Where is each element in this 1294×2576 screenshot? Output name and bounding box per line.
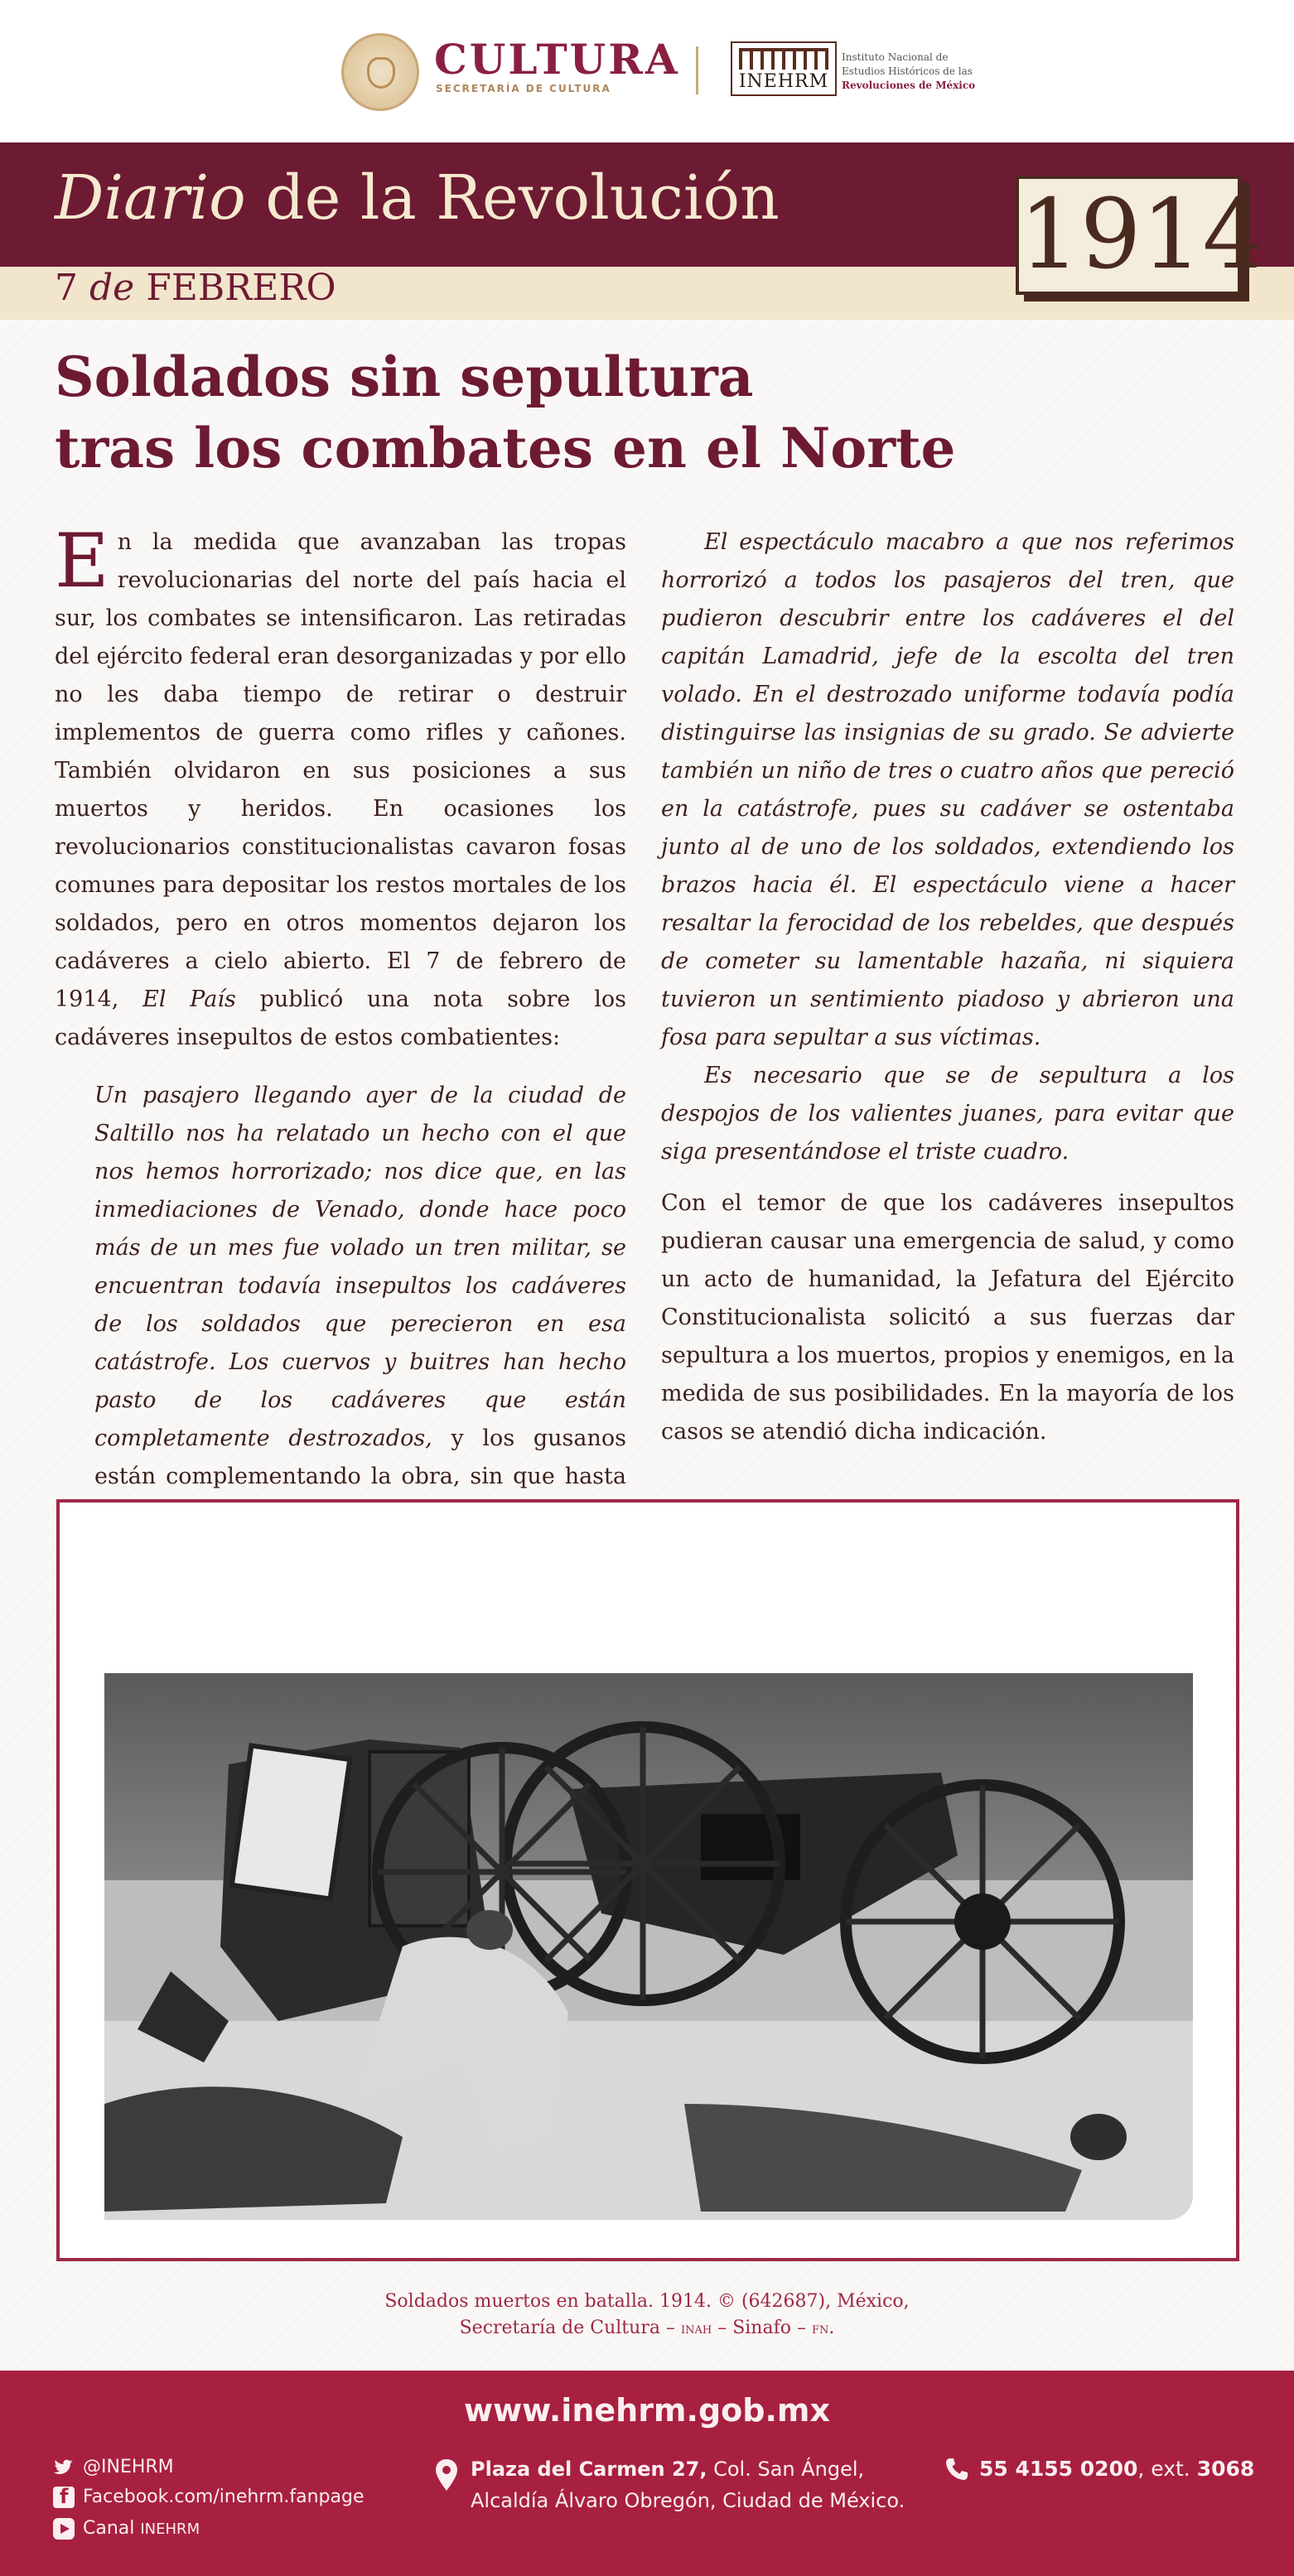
photo-caption	[0, 2289, 1294, 2342]
caption-inah: inah	[680, 2319, 712, 2337]
twitter-link[interactable]	[53, 2457, 174, 2478]
youtube-channel-name: INEHRM	[140, 2521, 200, 2538]
article-left-column	[55, 518, 627, 1648]
issue-date	[55, 267, 336, 309]
date-month: FEBRERO	[146, 267, 336, 309]
phone-ext-number: 3068	[1196, 2457, 1255, 2481]
youtube-icon	[53, 2518, 75, 2540]
mexico-seal-icon	[341, 33, 419, 111]
cultura-wordmark: CULTURA	[434, 35, 680, 84]
historical-photo	[104, 1673, 1193, 2220]
location-pin-icon	[434, 2458, 459, 2492]
closing-paragraph: Con el temor de que los cadáveres insepultos pudieran causar una emergencia de salud, y como un acto de humanidad, la Jefatura del Ejército Constitucionalista solicitó a sus fuerzas dar sepultura a los muertos, propios y enemigos, en la medida de sus posibilidades. En la mayoría de los casos se atendió dicha indicación.	[661, 1190, 1234, 1445]
address-street: Plaza del Carmen 27,	[471, 2458, 707, 2481]
address-colonia: Col. San Ángel,	[707, 2458, 865, 2481]
facebook-icon	[53, 2487, 75, 2508]
quote-continuation-1: El espectáculo macabro a que nos referimos horrorizó a todos los pasajeros del tren, que pudieron descubrir entre los cadáveres el del capitán Lamadrid, jefe de la escolta del tren volado. En el destrozado uniforme todavía podía distinguirse las insignias de su grado. Se advierte también un niño de tres o cuatro años que pereció en la catástrofe, pues su cadáver se ostentaba junto al de uno de los soldados, extendiendo los brazos hacia él. El espectáculo viene a hacer resaltar la ferocidad de los rebeldes, que después de cometer su lamentable hazaña, ni siquiera tuvieron un sentimiento piadoso y abrieron una fosa para sepultar a sus víctimas.	[661, 529, 1234, 1050]
address-line-1	[471, 2453, 905, 2485]
website-link[interactable]: www.inehrm.gob.mx	[463, 2392, 831, 2429]
quote-text-a: Un pasajero llegando ayer de la ciudad de Saltillo nos ha relatado un hecho con el que nos hemos horrorizado; nos dice que, en las inmediaciones de Venado, donde hace poco más de un mes fue volado un tren militar, se encuentran todavía insepultos los cadáveres de los soldados que perecieron en esa catástrofe. Los cuervos y buitres han hecho pasto de los cadáveres que están completamente destrozados,	[94, 1083, 626, 1451]
article-headline	[55, 341, 956, 484]
year-label: 1914	[1019, 179, 1264, 291]
address-block	[471, 2453, 905, 2516]
headline-line-1: Soldados sin sepultura	[55, 345, 754, 409]
intro-text-b: publicó una nota sobre los cadáveres insepultos de estos combatientes:	[55, 987, 626, 1050]
intro-paragraph	[55, 518, 626, 1057]
series-title-italic: Diario	[55, 162, 246, 234]
date-day: 7	[55, 267, 78, 309]
building-columns-icon	[739, 48, 828, 70]
phone-number[interactable]	[979, 2457, 1254, 2481]
youtube-link[interactable]	[53, 2518, 200, 2540]
institute-line-1: Instituto Nacional de	[842, 51, 949, 63]
caption-line-1: Soldados muertos en batalla. 1914. © (642687), México,	[384, 2291, 910, 2312]
newspaper-name: El País	[142, 987, 236, 1012]
caption-fn: fn	[811, 2319, 829, 2337]
photo-frame	[56, 1499, 1239, 2261]
secretaria-label: SECRETARÍA DE CULTURA	[436, 83, 611, 94]
phone-icon	[944, 2457, 969, 2482]
headline-line-2: tras los combates en el Norte	[55, 416, 956, 480]
logo-divider	[696, 46, 698, 94]
facebook-url: Facebook.com/inehrm.fanpage	[83, 2487, 365, 2507]
year-box	[1016, 176, 1264, 295]
series-title	[55, 162, 780, 234]
phone-main: 55 4155 0200	[979, 2457, 1138, 2481]
facebook-link[interactable]	[53, 2487, 365, 2508]
quote-continuation-2: Es necesario que se de sepultura a los despojos de los valientes juanes, para evitar que siga presentándose el triste cuadro.	[661, 1063, 1234, 1165]
date-de: de	[78, 267, 147, 309]
address-line-2: Alcaldía Álvaro Obregón, Ciudad de México.	[471, 2489, 905, 2512]
series-title-rest: de la Revolución	[245, 162, 780, 234]
phone-ext-label: , ext.	[1137, 2457, 1197, 2481]
caption-end: .	[828, 2318, 835, 2338]
drop-cap: E	[55, 518, 109, 605]
article-right-column	[661, 523, 1234, 1451]
battlefield-photo-illustration	[104, 1673, 1193, 2220]
inehrm-logo-word: INEHRM	[738, 71, 829, 92]
institute-line-2: Estudios Históricos de las	[842, 65, 973, 77]
quote-text-b: y los gusanos están complementando la obra, sin que hasta	[94, 1425, 627, 1489]
twitter-icon	[53, 2457, 75, 2478]
institute-line-3: Revoluciones de México	[842, 80, 976, 91]
caption-source: Secretaría de Cultura –	[459, 2318, 681, 2338]
caption-line-2	[0, 2315, 1294, 2342]
inehrm-building-icon	[731, 41, 837, 96]
intro-text-a: n la medida que avanzaban las tropas revolucionarias del norte del país hacia el sur, los combates se intensificaron. Las retiradas del ejército federal eran desorganizadas y por ello no les daba tiempo de retirar o destruir implementos de guerra como rifles y cañones. También olvidaron en sus posiciones a sus muertos y heridos. En ocasiones los revolucionarios constitucionalistas cavaron fosas comunes para depositar los restos mortales de los soldados, pero en otros momentos dejaron los cadáveres a cielo abierto. El 7 de febrero de 1914,	[55, 529, 626, 1012]
twitter-handle: @INEHRM	[83, 2457, 174, 2477]
youtube-canal: Canal	[83, 2518, 141, 2539]
caption-sinafo: – Sinafo –	[712, 2318, 812, 2338]
